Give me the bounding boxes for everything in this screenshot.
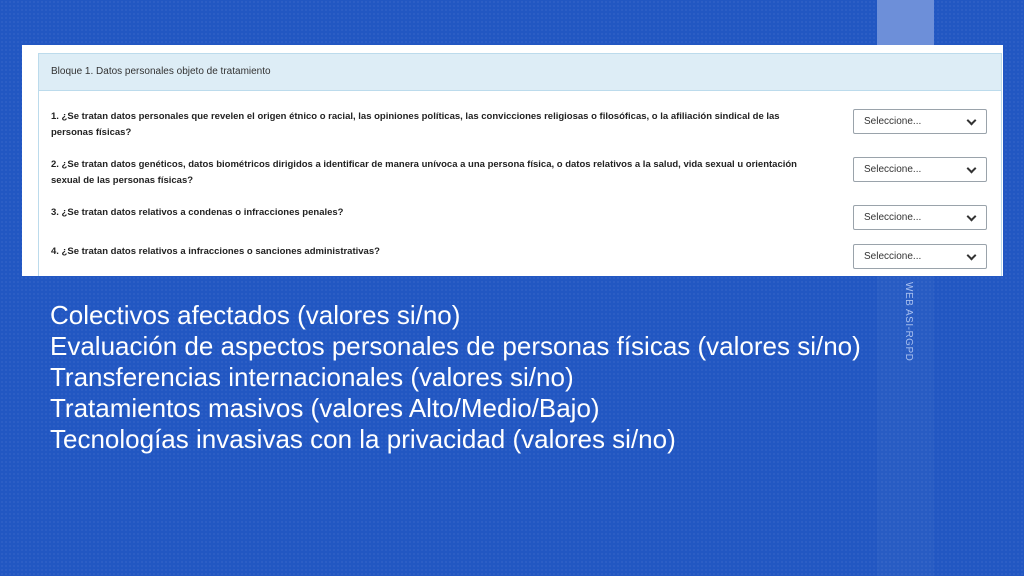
question-text: 2. ¿Se tratan datos genéticos, datos biométricos dirigidos a identificar de manera unívoca a una persona física, o datos relativos a la salud, vida sexual u orientación sexual de las personas físicas?	[51, 159, 797, 186]
panel-title: Bloque 1. Datos personales objeto de tratamiento	[39, 54, 1001, 91]
question-text: 3. ¿Se tratan datos relativos a condenas o infracciones penales?	[51, 207, 344, 218]
select-value: Seleccione...	[864, 212, 922, 223]
answer-select-3[interactable]	[853, 205, 987, 230]
bullet-item: Transferencias internacionales (valores si/no)	[50, 362, 574, 392]
chevron-down-icon	[967, 212, 977, 222]
question-text: 4. ¿Se tratan datos relativos a infracciones o sanciones administrativas?	[51, 246, 380, 257]
form-screenshot	[22, 45, 1003, 276]
chevron-down-icon	[967, 251, 977, 261]
chevron-down-icon	[967, 116, 977, 126]
bullet-item: Tecnologías invasivas con la privacidad (valores si/no)	[50, 424, 676, 454]
answer-select-1[interactable]	[853, 109, 987, 134]
decorative-bar-top	[877, 0, 934, 48]
side-caption: WEB ASI-RGPD	[903, 282, 914, 362]
bullet-item: Tratamientos masivos (valores Alto/Medio/Bajo)	[50, 393, 600, 423]
bullet-item: Colectivos afectados (valores si/no)	[50, 300, 461, 330]
question-text: 1. ¿Se tratan datos personales que revelen el origen étnico o racial, las opiniones políticas, las convicciones religiosas o filosóficas, o la afiliación sindical de las personas físicas?	[51, 111, 780, 138]
answer-select-4[interactable]	[853, 244, 987, 269]
bullet-item: Evaluación de aspectos personales de personas físicas (valores si/no)	[50, 331, 861, 361]
chevron-down-icon	[967, 164, 977, 174]
form-panel	[38, 53, 1002, 276]
select-value: Seleccione...	[864, 251, 922, 262]
select-value: Seleccione...	[864, 116, 922, 127]
bullet-list	[50, 300, 920, 455]
answer-select-2[interactable]	[853, 157, 987, 182]
select-value: Seleccione...	[864, 164, 922, 175]
